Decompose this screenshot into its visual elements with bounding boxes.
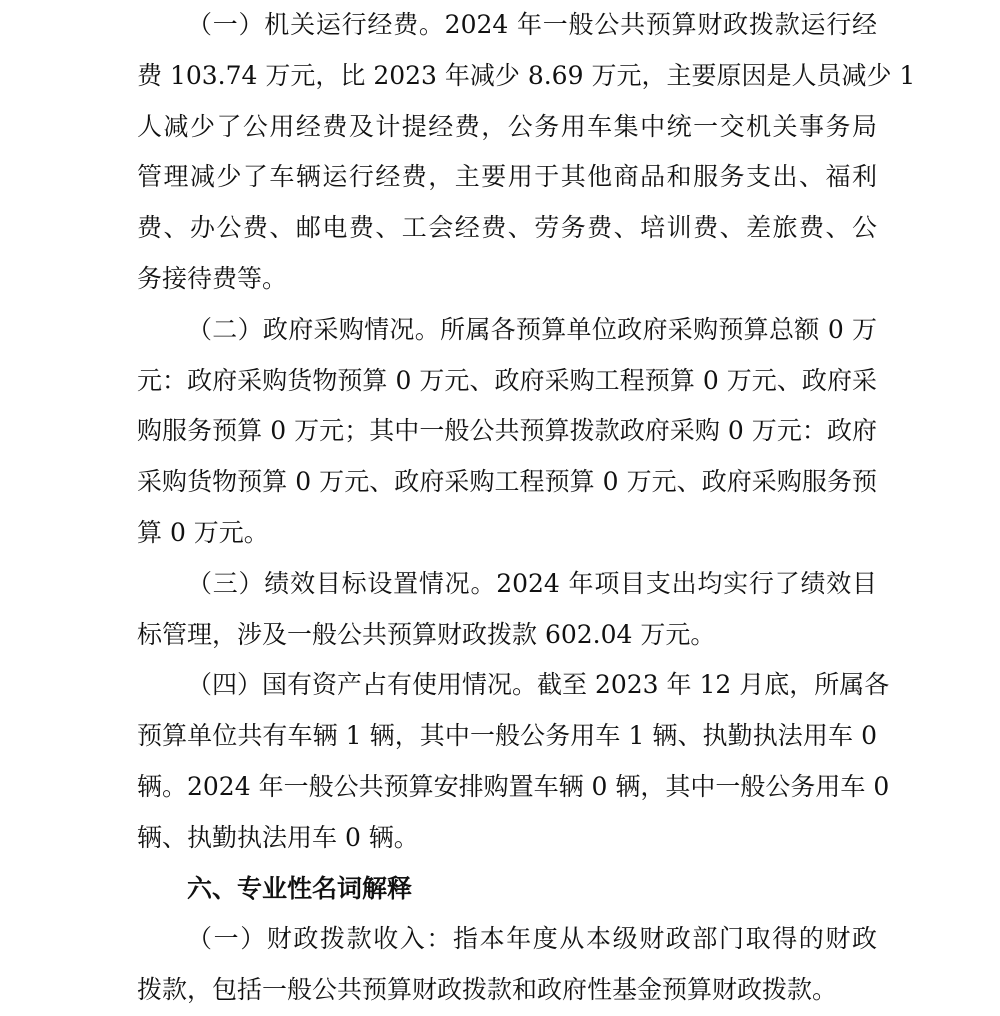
text-line: 拨款，包括一般公共预算财政拨款和政府性基金预算财政拨款。 <box>137 975 838 1005</box>
text-line: （二）政府采购情况。所属各预算单位政府采购预算总额 0 万 <box>187 314 877 344</box>
paragraph-government-procurement <box>137 305 877 559</box>
text-line: 辆、执勤执法用车 0 辆。 <box>137 822 419 852</box>
text-line: 算 0 万元。 <box>137 517 269 547</box>
paragraph-operating-expenses <box>137 0 916 305</box>
text-line: 元：政府采购货物预算 0 万元、政府采购工程预算 0 万元、政府采 <box>137 365 877 395</box>
text-line: （三）绩效目标设置情况。2024 年项目支出均实行了绩效目 <box>187 568 877 598</box>
text-line: 务接待费等。 <box>137 263 288 293</box>
paragraph-state-assets <box>137 660 890 863</box>
text-line: 标管理，涉及一般公共预算财政拨款 602.04 万元。 <box>137 619 716 649</box>
text-line: （一）财政拨款收入：指本年度从本级财政部门取得的财政 <box>187 924 877 954</box>
text-line: 管理减少了车辆运行经费，主要用于其他商品和服务支出、福利 <box>137 162 877 192</box>
paragraph-performance-targets <box>137 559 877 661</box>
text-line: 采购货物预算 0 万元、政府采购工程预算 0 万元、政府采购服务预 <box>137 467 877 497</box>
section-heading: 六、专业性名词解释 <box>187 873 413 903</box>
text-line: （四）国有资产占有使用情况。截至 2023 年 12 月底，所属各 <box>187 670 890 700</box>
text-line: 购服务预算 0 万元；其中一般公共预算拨款政府采购 0 万元：政府 <box>137 416 877 446</box>
text-line: （一）机关运行经费。2024 年一般公共预算财政拨款运行经 <box>187 10 877 39</box>
paragraph-fiscal-appropriation-definition <box>137 914 877 1016</box>
document-body <box>137 0 916 1016</box>
text-line: 人减少了公用经费及计提经费，公务用车集中统一交机关事务局 <box>137 111 877 141</box>
text-line: 费 103.74 万元，比 2023 年减少 8.69 万元，主要原因是人员减少 1 <box>137 60 916 90</box>
text-line: 预算单位共有车辆 1 辆，其中一般公务用车 1 辆、执勤执法用车 0 <box>137 721 877 751</box>
text-line: 辆。2024 年一般公共预算安排购置车辆 0 辆，其中一般公务用车 0 <box>137 771 890 801</box>
text-line: 费、办公费、邮电费、工会经费、劳务费、培训费、差旅费、公 <box>137 213 877 243</box>
